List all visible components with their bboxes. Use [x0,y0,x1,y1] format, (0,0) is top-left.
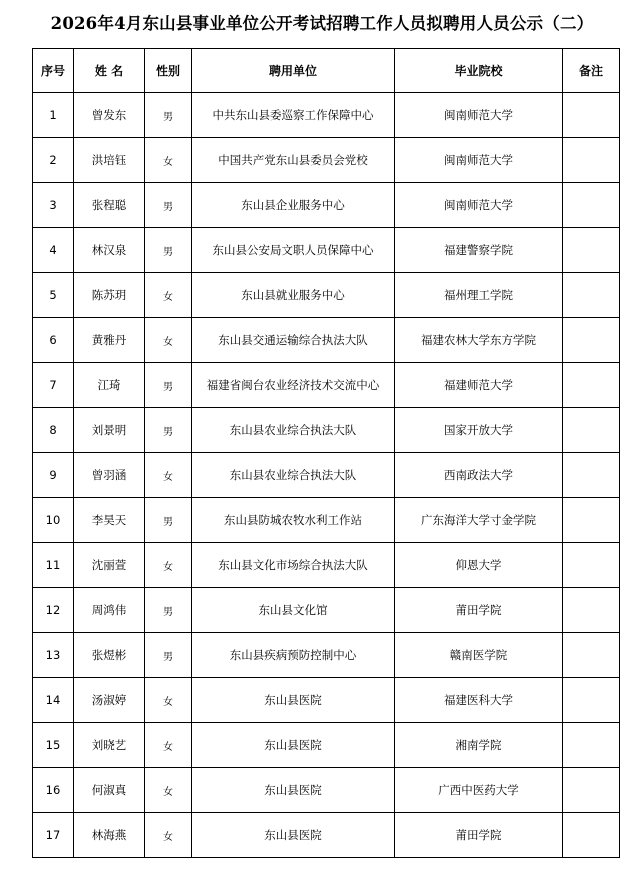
header-unit: 聘用单位 [192,49,395,93]
cell-school: 国家开放大学 [395,408,563,453]
table-row [33,813,620,858]
cell-remark [563,408,620,453]
cell-gender: 女 [145,723,192,768]
cell-seq: 4 [33,228,74,273]
cell-school: 福建农林大学东方学院 [395,318,563,363]
cell-gender: 男 [145,363,192,408]
table-row [33,93,620,138]
cell-school: 莆田学院 [395,813,563,858]
cell-unit: 中共东山县委巡察工作保障中心 [192,93,395,138]
cell-remark [563,678,620,723]
cell-gender: 女 [145,543,192,588]
cell-unit: 东山县医院 [192,768,395,813]
cell-name: 李昊天 [74,498,145,543]
cell-school: 广东海洋大学寸金学院 [395,498,563,543]
cell-name: 周鸿伟 [74,588,145,633]
table-row [33,408,620,453]
table-row [33,363,620,408]
cell-unit: 东山县公安局文职人员保障中心 [192,228,395,273]
table-row [33,138,620,183]
cell-gender: 女 [145,678,192,723]
cell-unit: 东山县医院 [192,678,395,723]
cell-unit: 东山县医院 [192,813,395,858]
cell-name: 刘晓艺 [74,723,145,768]
cell-seq: 2 [33,138,74,183]
cell-school: 莆田学院 [395,588,563,633]
cell-name: 刘景明 [74,408,145,453]
header-school: 毕业院校 [395,49,563,93]
cell-gender: 男 [145,588,192,633]
cell-school: 福建警察学院 [395,228,563,273]
cell-unit: 东山县医院 [192,723,395,768]
table-row [33,498,620,543]
cell-gender: 女 [145,318,192,363]
cell-school: 湘南学院 [395,723,563,768]
cell-name: 沈丽萱 [74,543,145,588]
cell-seq: 3 [33,183,74,228]
document-title: 2026年4月东山县事业单位公开考试招聘工作人员拟聘用人员公示（二） [50,14,594,33]
table-header-row [33,49,620,93]
cell-seq: 10 [33,498,74,543]
cell-seq: 12 [33,588,74,633]
cell-seq: 11 [33,543,74,588]
cell-gender: 女 [145,768,192,813]
cell-remark [563,318,620,363]
cell-unit: 东山县农业综合执法大队 [192,453,395,498]
cell-remark [563,183,620,228]
cell-school: 西南政法大学 [395,453,563,498]
cell-seq: 17 [33,813,74,858]
cell-gender: 男 [145,228,192,273]
cell-gender: 男 [145,633,192,678]
cell-gender: 女 [145,138,192,183]
cell-seq: 16 [33,768,74,813]
cell-seq: 13 [33,633,74,678]
table-body [33,93,620,858]
cell-gender: 男 [145,93,192,138]
cell-remark [563,453,620,498]
cell-unit: 东山县文化馆 [192,588,395,633]
cell-unit: 福建省闽台农业经济技术交流中心 [192,363,395,408]
cell-school: 福建师范大学 [395,363,563,408]
cell-unit: 东山县防城农牧水利工作站 [192,498,395,543]
cell-gender: 女 [145,453,192,498]
cell-remark [563,633,620,678]
table-row [33,228,620,273]
appointee-table [32,48,620,858]
cell-school: 赣南医学院 [395,633,563,678]
cell-school: 闽南师范大学 [395,93,563,138]
cell-seq: 9 [33,453,74,498]
cell-name: 曾发东 [74,93,145,138]
cell-unit: 东山县企业服务中心 [192,183,395,228]
cell-remark [563,543,620,588]
cell-remark [563,138,620,183]
cell-name: 何淑真 [74,768,145,813]
cell-name: 林汉泉 [74,228,145,273]
header-name: 姓 名 [74,49,145,93]
cell-name: 汤淑婷 [74,678,145,723]
cell-name: 陈苏玥 [74,273,145,318]
cell-seq: 14 [33,678,74,723]
cell-unit: 东山县农业综合执法大队 [192,408,395,453]
cell-school: 闽南师范大学 [395,183,563,228]
cell-unit: 东山县疾病预防控制中心 [192,633,395,678]
cell-gender: 女 [145,813,192,858]
cell-remark [563,498,620,543]
table-row [33,723,620,768]
cell-name: 黄雅丹 [74,318,145,363]
cell-unit: 东山县交通运输综合执法大队 [192,318,395,363]
cell-school: 福州理工学院 [395,273,563,318]
cell-school: 闽南师范大学 [395,138,563,183]
table-row [33,633,620,678]
cell-gender: 男 [145,183,192,228]
cell-seq: 5 [33,273,74,318]
header-seq: 序号 [33,49,74,93]
cell-remark [563,723,620,768]
cell-remark [563,93,620,138]
cell-remark [563,228,620,273]
table-row [33,318,620,363]
cell-unit: 东山县文化市场综合执法大队 [192,543,395,588]
cell-name: 林海燕 [74,813,145,858]
cell-name: 江琦 [74,363,145,408]
cell-unit: 中国共产党东山县委员会党校 [192,138,395,183]
cell-gender: 男 [145,498,192,543]
cell-school: 广西中医药大学 [395,768,563,813]
cell-unit: 东山县就业服务中心 [192,273,395,318]
cell-remark [563,588,620,633]
table-row [33,768,620,813]
cell-seq: 15 [33,723,74,768]
table-row [33,678,620,723]
header-remark: 备注 [563,49,620,93]
cell-remark [563,273,620,318]
cell-seq: 6 [33,318,74,363]
table-row [33,183,620,228]
cell-name: 张煜彬 [74,633,145,678]
cell-seq: 7 [33,363,74,408]
cell-seq: 1 [33,93,74,138]
table-row [33,588,620,633]
table-row [33,543,620,588]
cell-remark [563,768,620,813]
cell-remark [563,363,620,408]
table-row [33,273,620,318]
table-row [33,453,620,498]
header-gender: 性别 [145,49,192,93]
cell-school: 福建医科大学 [395,678,563,723]
cell-name: 张程聪 [74,183,145,228]
cell-remark [563,813,620,858]
cell-school: 仰恩大学 [395,543,563,588]
cell-gender: 男 [145,408,192,453]
cell-name: 洪培钰 [74,138,145,183]
cell-name: 曾羽涵 [74,453,145,498]
cell-seq: 8 [33,408,74,453]
cell-gender: 女 [145,273,192,318]
